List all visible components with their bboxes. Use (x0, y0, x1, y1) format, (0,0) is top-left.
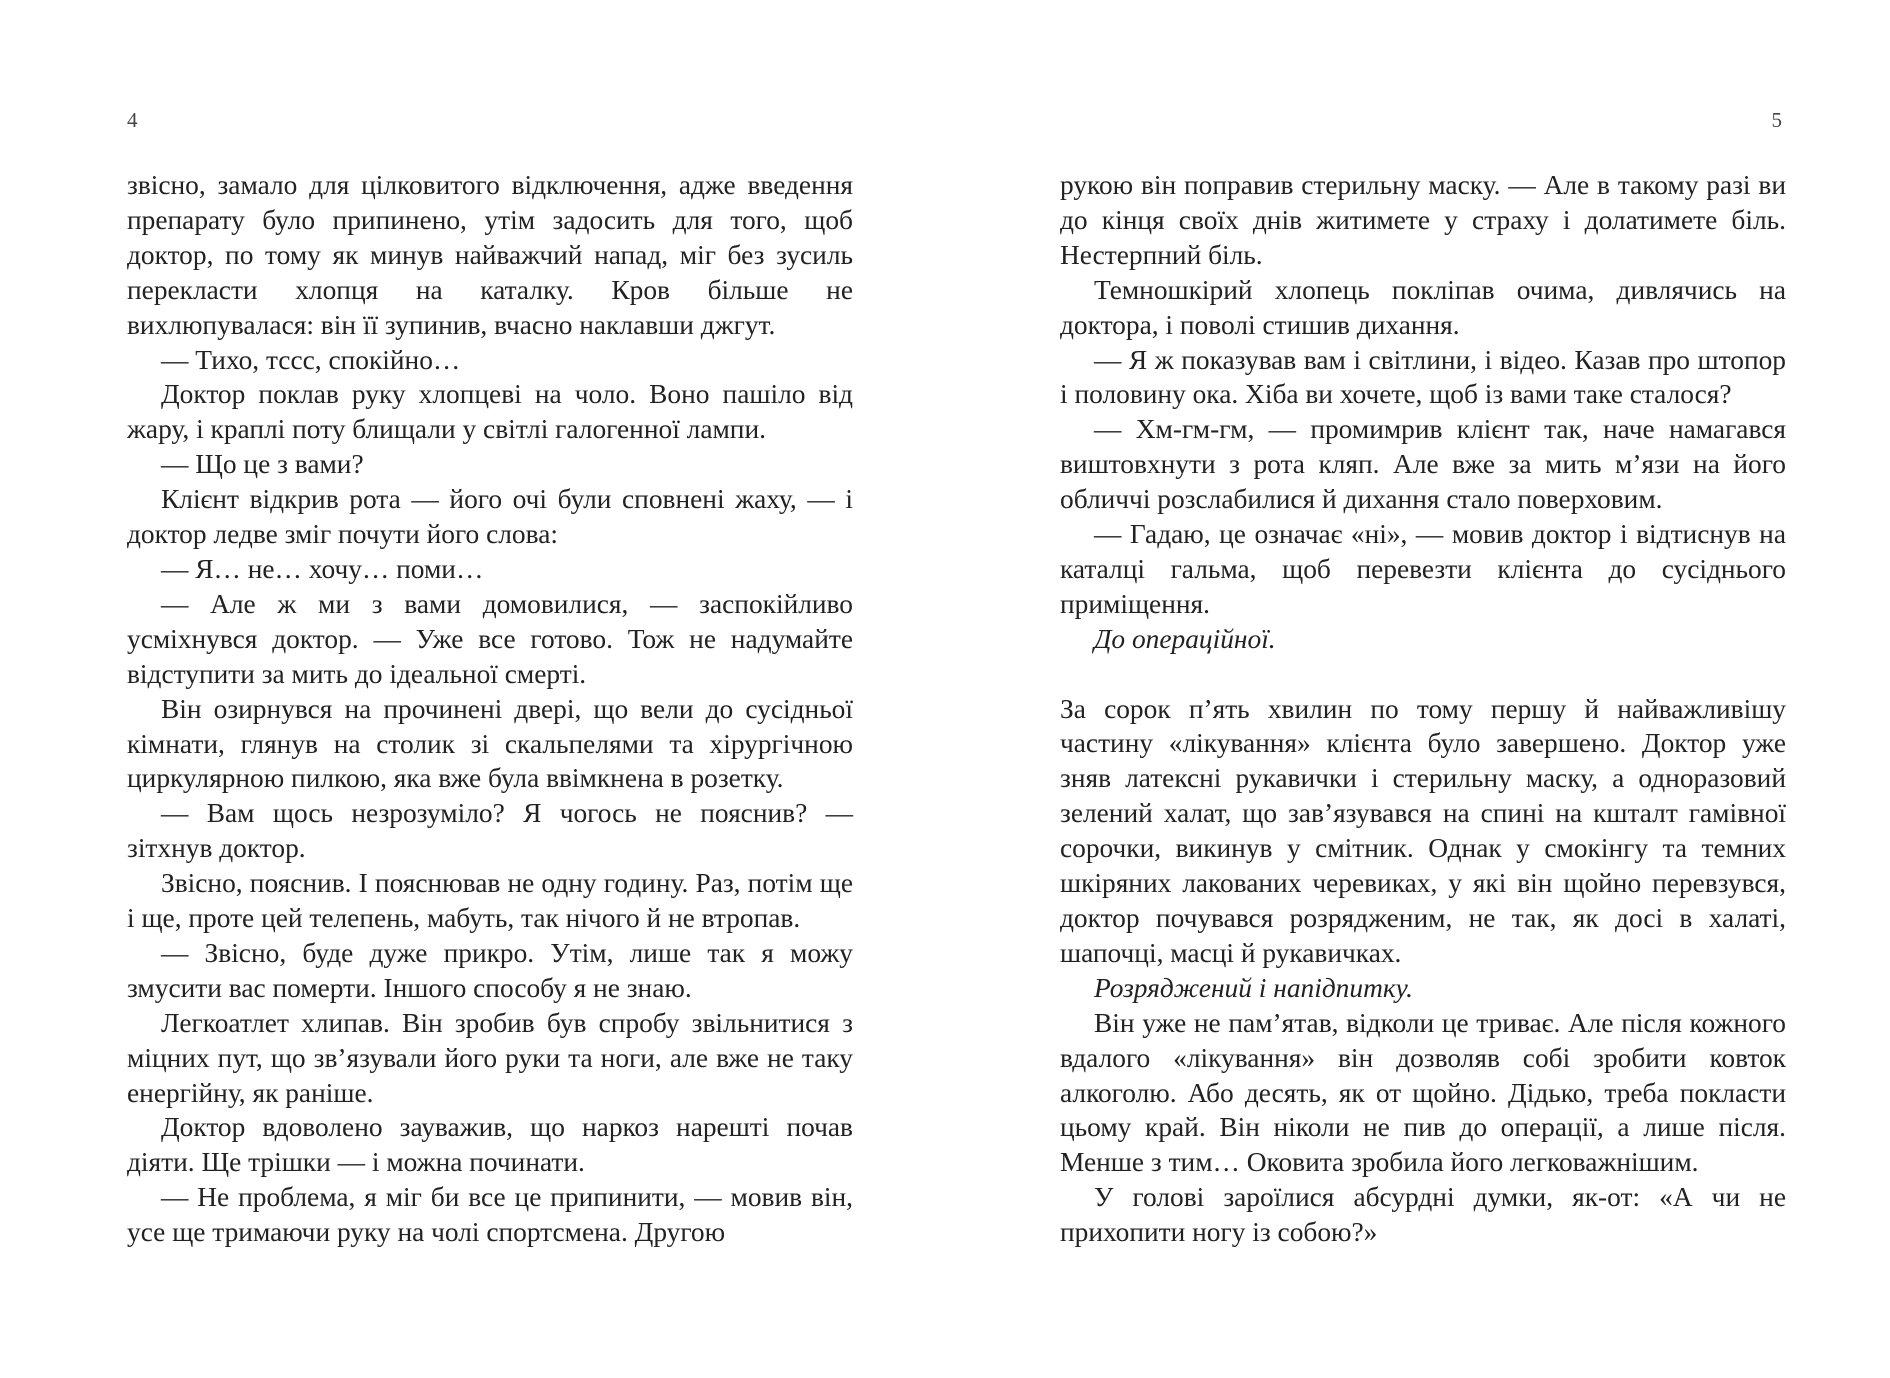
paragraph: — Гадаю, це означає «ні», — мовив доктор і відтиснув на каталці гальма, щоб перевезти клієнта до сусіднього приміщення. (1060, 519, 1786, 619)
paragraph: — Я… не… хочу… поми… (161, 553, 484, 584)
page-text (1060, 168, 1786, 1250)
paragraph: — Хм-гм-гм, — промимрив клієнт так, наче намагався виштовхнути з рота кляп. Але вже за мить м’язи на його обличчі розслабилися й дихання стало поверховим. (1060, 414, 1786, 515)
paragraph: Він уже не пам’ятав, відколи це триває. Але після кожного вдалого «лікування» він дозволяв собі зробити ковток алкоголю. Або десять, як от щойно. Дідько, треба покласти цьому край. Він ніколи не пив до операції, а лише після. Менше з тим… Оковита зробила його легковажнішим. (1060, 1007, 1786, 1178)
section-break (1060, 657, 1786, 692)
paragraph: Доктор поклав руку хлопцеві на чоло. Воно пашіло від жару, і краплі поту блищали у світлі галогенної лампи. (127, 379, 853, 445)
page-number: 5 (1771, 108, 1782, 132)
paragraph: У голові зароїлися абсурдні думки, як-от: «А чи не прихопити ногу із собою?» (1060, 1182, 1786, 1248)
paragraph: — Не проблема, я міг би все це припинити, — мовив він, усе ще тримаючи руку на чолі спортсмена. Другою (127, 1182, 853, 1248)
paragraph: рукою він поправив стерильну маску. — Але в такому разі ви до кінця своїх днів житимете у страху і долатимете біль. Нестерпний біль. (1060, 170, 1786, 270)
italic-paragraph: Розряджений і напідпитку. (1094, 972, 1413, 1003)
paragraph: — Вам щось незрозуміло? Я чогось не пояснив? — зітхнув доктор. (127, 798, 853, 864)
paragraph: За сорок п’ять хвилин по тому першу й найважливішу частину «лікування» клієнта було завершено. Доктор уже зняв латексні рукавички і стерильну маску, а одноразовий зелений халат, що зав’язувався на спині на кшталт гамівної сорочки, викинув у смітник. Однак у смокінгу та темних шкіряних лакованих черевиках, у які він щойно перевзувся, доктор почувався розрядженим, не так, як досі в халаті, шапочці, масці й рукавичках. (1060, 693, 1786, 968)
paragraph: Темношкірий хлопець покліпав очима, дивлячись на доктора, і поволі стишив дихання. (1060, 274, 1786, 340)
paragraph: Клієнт відкрив рота — його очі були сповнені жаху, — і доктор ледве зміг почути його слова: (127, 484, 853, 550)
paragraph: — Звісно, буде дуже прикро. Утім, лише так я можу змусити вас померти. Іншого способу я не знаю. (127, 937, 853, 1003)
paragraph: — Що це з вами? (161, 449, 364, 480)
paragraph: Доктор вдоволено зауважив, що наркоз нарешті почав діяти. Ще трішки — і можна починати. (127, 1112, 853, 1178)
page-text (127, 168, 853, 1250)
paragraph: — Я ж показував вам і світлини, і відео. Казав про штопор і половину ока. Хіба ви хочете, щоб із вами таке сталося? (1060, 344, 1786, 410)
page-number: 4 (127, 108, 138, 132)
italic-paragraph: До операційної. (1094, 623, 1276, 654)
paragraph: Він озирнувся на прочинені двері, що вели до сусідньої кімнати, глянув на столик зі скальпелями та хірургічною циркулярною пилкою, яка вже була ввімкнена в розетку. (127, 693, 853, 794)
paragraph: — Тихо, тссс, спокійно… (161, 344, 461, 375)
paragraph: звісно, замало для цілковитого відключення, адже введення препарату було припинено, утім задосить для того, щоб доктор, по тому як минув найважчий напад, міг без зусиль перекласти хлопця на каталку. Кров більше не вихлюпувалася: він її зупинив, вчасно наклавши джгут. (127, 170, 853, 340)
paragraph: Легкоатлет хлипав. Він зробив був спробу звільнитися з міцних пут, що зв’язували його руки та ноги, але вже не таку енергійну, як раніше. (127, 1007, 853, 1108)
paragraph: Звісно, пояснив. І пояснював не одну годину. Раз, потім ще і ще, проте цей телепень, мабуть, так нічого й не втропав. (127, 868, 853, 934)
right-page (945, 0, 1890, 1378)
paragraph: — Але ж ми з вами домовилися, — заспокійливо усміхнувся доктор. — Уже все готово. Тож не надумайте відступити за мить до ідеальної смерті. (127, 588, 853, 689)
